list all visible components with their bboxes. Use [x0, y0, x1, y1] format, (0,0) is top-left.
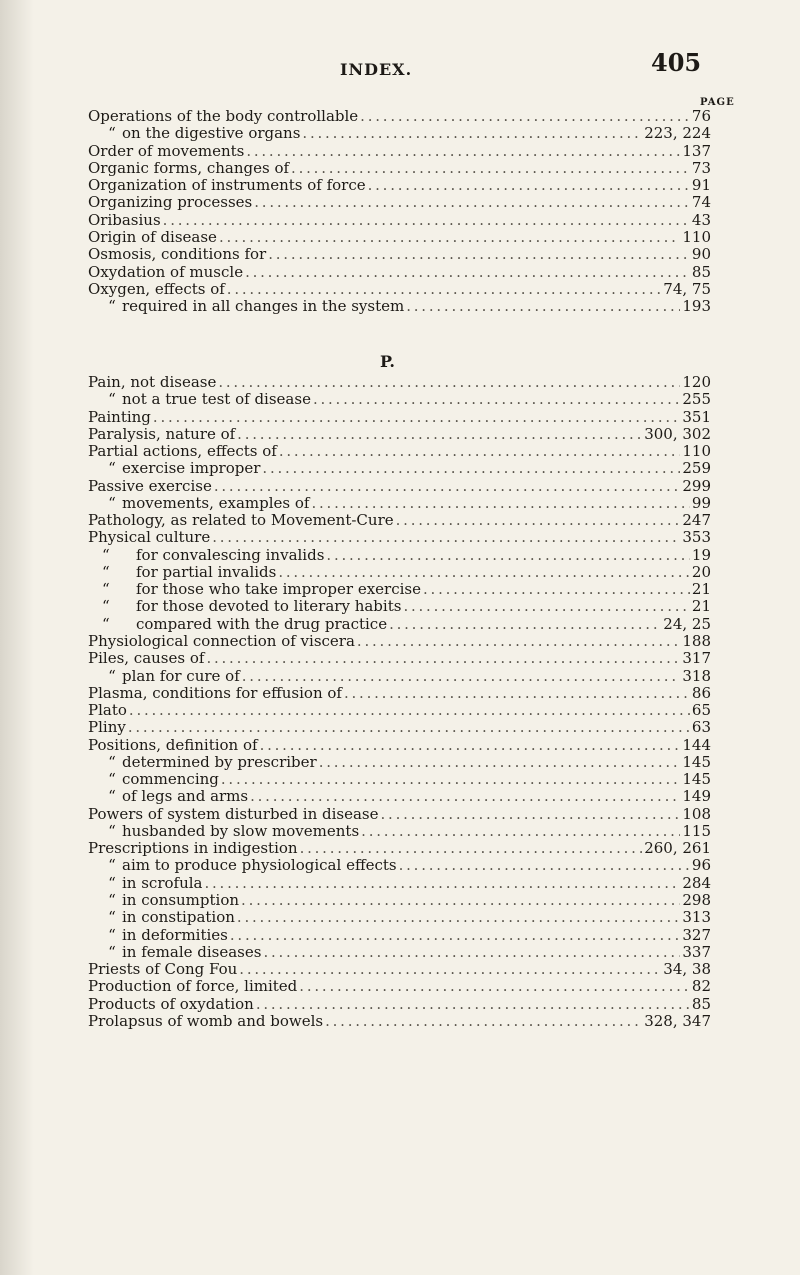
dot-leader — [128, 719, 690, 736]
index-term: movements, examples of — [122, 494, 310, 512]
dot-leader — [129, 702, 690, 719]
index-term: exercise improper — [122, 460, 261, 478]
index-term: Positions, definition of — [88, 736, 258, 754]
dot-leader — [319, 754, 681, 771]
ditto-mark: “ — [108, 822, 116, 840]
index-entry — [88, 909, 711, 926]
page-reference: 110 — [682, 229, 711, 247]
index-entry — [88, 125, 711, 142]
index-entry — [88, 616, 711, 633]
index-entry — [88, 737, 711, 754]
index-section-o — [88, 108, 711, 316]
dot-leader — [153, 409, 680, 426]
index-entry — [88, 771, 711, 788]
index-term: husbanded by slow movements — [122, 822, 360, 840]
page-reference: 96 — [691, 857, 711, 875]
dot-leader — [357, 633, 680, 650]
ditto-mark: “ — [108, 771, 116, 789]
page-reference: 351 — [682, 408, 711, 426]
index-entry — [88, 719, 711, 736]
dot-leader — [263, 944, 680, 961]
page-reference: 73 — [691, 159, 711, 177]
index-entry — [88, 264, 711, 281]
index-term: Products of oxydation — [88, 995, 254, 1013]
ditto-mark: “ — [108, 667, 116, 685]
index-term: Operations of the body controllable — [88, 108, 359, 125]
index-entry — [88, 806, 711, 823]
ditto-mark: “ — [102, 563, 110, 581]
ditto-mark: “ — [102, 546, 110, 564]
index-term: Oxydation of muscle — [88, 263, 244, 281]
index-entry — [88, 702, 711, 719]
index-entry — [88, 212, 711, 229]
ditto-mark: “ — [108, 391, 116, 409]
ditto-mark: “ — [108, 891, 116, 909]
index-entry — [88, 788, 711, 805]
index-entry — [88, 650, 711, 667]
ditto-mark: “ — [108, 943, 116, 961]
dot-leader — [241, 892, 680, 909]
index-term: Prescriptions in indigestion — [88, 840, 298, 858]
index-entry — [88, 229, 711, 246]
index-term: Passive exercise — [88, 477, 212, 495]
index-entry — [88, 581, 711, 598]
index-term: Organization of instruments of force — [88, 177, 366, 195]
ditto-mark: “ — [102, 598, 110, 616]
running-head-title: INDEX. — [340, 60, 413, 79]
index-entry — [88, 944, 711, 961]
dot-leader — [230, 927, 680, 944]
dot-leader — [237, 909, 680, 926]
dot-leader — [291, 160, 690, 177]
index-term: Powers of system disturbed in disease — [88, 805, 379, 823]
index-term: Plasma, conditions for effusion of — [88, 684, 342, 702]
index-term: for partial invalids — [136, 563, 277, 581]
ditto-mark: “ — [108, 788, 116, 806]
dot-leader — [250, 788, 680, 805]
index-term: Pathology, as related to Movement-Cure — [88, 512, 394, 530]
dot-leader — [212, 529, 680, 546]
dot-leader — [406, 298, 680, 315]
page-reference: 149 — [682, 788, 711, 806]
index-term: determined by prescriber — [122, 753, 317, 771]
page-reference: 313 — [682, 909, 711, 927]
index-term: Osmosis, conditions for — [88, 246, 267, 264]
dot-leader — [279, 443, 681, 460]
index-term: Plato — [88, 702, 127, 720]
index-entry — [88, 409, 711, 426]
dot-leader — [313, 391, 680, 408]
page-reference: 74, 75 — [663, 280, 711, 298]
index-term: Painting — [88, 408, 151, 426]
ditto-mark: “ — [102, 581, 110, 599]
dot-leader — [218, 374, 680, 391]
index-term: Piles, causes of — [88, 650, 205, 668]
ditto-mark: “ — [108, 874, 116, 892]
dot-leader — [300, 840, 643, 857]
page-reference: 317 — [682, 650, 711, 668]
index-term: required in all changes in the system — [122, 298, 405, 316]
index-term: in constipation — [122, 909, 235, 927]
index-term: Paralysis, nature of — [88, 425, 236, 443]
page-reference: 284 — [682, 874, 711, 892]
index-term: Oxygen, effects of — [88, 280, 225, 298]
index-entry — [88, 298, 711, 315]
page-reference: 110 — [682, 443, 711, 461]
index-entry — [88, 194, 711, 211]
page-reference: 353 — [682, 529, 711, 547]
index-entry — [88, 927, 711, 944]
page-reference: 318 — [682, 667, 711, 685]
index-entry — [88, 875, 711, 892]
index-term: plan for cure of — [122, 667, 240, 685]
index-entry — [88, 160, 711, 177]
index-term: in consumption — [122, 891, 240, 909]
dot-leader — [219, 229, 680, 246]
page-reference: 65 — [691, 702, 711, 720]
index-term: for those who take improper exercise — [136, 581, 421, 599]
index-term: aim to produce physiological effects — [122, 857, 397, 875]
page-reference: 63 — [691, 719, 711, 737]
dot-leader — [221, 771, 680, 788]
index-term: Physical culture — [88, 529, 211, 547]
page-reference: 298 — [682, 891, 711, 909]
page-reference: 43 — [691, 211, 711, 229]
index-term: Oribasius — [88, 211, 161, 229]
page-reference: 145 — [682, 771, 711, 789]
index-entry — [88, 754, 711, 771]
dot-leader — [325, 1013, 642, 1030]
page-reference: 137 — [682, 142, 711, 160]
dot-leader — [302, 125, 642, 142]
index-term: Organic forms, changes of — [88, 159, 290, 177]
index-term: compared with the drug practice — [136, 615, 388, 633]
dot-leader — [403, 598, 689, 615]
index-entry — [88, 978, 711, 995]
page-reference: 76 — [691, 108, 711, 125]
dot-leader — [163, 212, 690, 229]
page-reference: 120 — [682, 374, 711, 391]
dot-leader — [344, 685, 690, 702]
dot-leader — [299, 978, 690, 995]
index-entry — [88, 598, 711, 615]
index-entry — [88, 633, 711, 650]
index-entry — [88, 246, 711, 263]
page-reference: 82 — [691, 978, 711, 996]
index-entry — [88, 840, 711, 857]
ditto-mark: “ — [102, 615, 110, 633]
dot-leader — [262, 460, 680, 477]
page-reference: 247 — [682, 512, 711, 530]
index-entry — [88, 460, 711, 477]
index-entry — [88, 823, 711, 840]
dot-leader — [360, 108, 690, 125]
ditto-mark: “ — [108, 926, 116, 944]
ditto-mark: “ — [108, 909, 116, 927]
index-entry — [88, 685, 711, 702]
dot-leader — [260, 737, 681, 754]
index-entry — [88, 547, 711, 564]
dot-leader — [246, 143, 680, 160]
index-section-p — [88, 374, 711, 1030]
page-gutter-shadow — [0, 0, 34, 1275]
page-reference: 188 — [682, 632, 711, 650]
index-entry — [88, 495, 711, 512]
index-term: Production of force, limited — [88, 978, 298, 996]
index-term: in deformities — [122, 926, 228, 944]
dot-leader — [237, 426, 642, 443]
dot-leader — [227, 281, 661, 298]
ditto-mark: “ — [108, 298, 116, 316]
page-reference: 20 — [691, 563, 711, 581]
page-reference: 223, 224 — [644, 125, 711, 143]
section-heading-p: P. — [380, 352, 395, 371]
page-reference: 300, 302 — [644, 425, 711, 443]
index-entry — [88, 374, 711, 391]
index-term: of legs and arms — [122, 788, 249, 806]
index-entry — [88, 1013, 711, 1030]
index-entry — [88, 857, 711, 874]
dot-leader — [245, 264, 690, 281]
index-term: Organizing processes — [88, 194, 253, 212]
page-reference: 145 — [682, 753, 711, 771]
page-number: 405 — [651, 48, 702, 77]
index-entry — [88, 512, 711, 529]
dot-leader — [396, 512, 681, 529]
index-entry — [88, 426, 711, 443]
page-reference: 24, 25 — [663, 615, 711, 633]
dot-leader — [268, 246, 690, 263]
dot-leader — [381, 806, 681, 823]
index-term: commencing — [122, 771, 219, 789]
index-term: Pain, not disease — [88, 374, 217, 391]
index-term: Order of movements — [88, 142, 245, 160]
index-entry — [88, 391, 711, 408]
page-reference: 337 — [682, 943, 711, 961]
index-term: Physiological connection of viscera — [88, 632, 355, 650]
page-reference: 260, 261 — [644, 840, 711, 858]
page-reference: 85 — [691, 263, 711, 281]
index-term: Prolapsus of womb and bowels — [88, 1012, 324, 1030]
page-reference: 193 — [682, 298, 711, 316]
dot-leader — [326, 547, 690, 564]
ditto-mark: “ — [108, 125, 116, 143]
ditto-mark: “ — [108, 857, 116, 875]
dot-leader — [242, 668, 681, 685]
dot-leader — [389, 616, 661, 633]
index-term: not a true test of disease — [122, 391, 311, 409]
dot-leader — [254, 194, 690, 211]
index-entry — [88, 281, 711, 298]
page-reference: 19 — [691, 546, 711, 564]
page-column-label: PAGE — [700, 97, 735, 108]
index-term: in female diseases — [122, 943, 262, 961]
page-reference: 328, 347 — [644, 1012, 711, 1030]
dot-leader — [214, 478, 681, 495]
dot-leader — [256, 996, 690, 1013]
index-term: for convalescing invalids — [136, 546, 325, 564]
index-term: Pliny — [88, 719, 126, 737]
page-reference: 86 — [691, 684, 711, 702]
index-entry — [88, 668, 711, 685]
index-term: Priests of Cong Fou — [88, 961, 238, 979]
dot-leader — [278, 564, 690, 581]
index-entry — [88, 892, 711, 909]
dot-leader — [239, 961, 661, 978]
index-term: in scrofula — [122, 874, 203, 892]
dot-leader — [206, 650, 680, 667]
dot-leader — [204, 875, 680, 892]
page-reference: 21 — [691, 598, 711, 616]
page-reference: 21 — [691, 581, 711, 599]
index-entry — [88, 443, 711, 460]
index-term: Partial actions, effects of — [88, 443, 277, 461]
page-reference: 108 — [682, 805, 711, 823]
index-entry — [88, 108, 711, 125]
index-term: for those devoted to literary habits — [136, 598, 402, 616]
page-reference: 255 — [682, 391, 711, 409]
dot-leader — [423, 581, 690, 598]
page-reference: 34, 38 — [663, 961, 711, 979]
ditto-mark: “ — [108, 494, 116, 512]
index-entry — [88, 529, 711, 546]
dot-leader — [399, 857, 690, 874]
dot-leader — [311, 495, 689, 512]
index-term: on the digestive organs — [122, 125, 301, 143]
index-entry — [88, 177, 711, 194]
index-entry — [88, 564, 711, 581]
page-reference: 99 — [691, 494, 711, 512]
page-reference: 327 — [682, 926, 711, 944]
index-entry — [88, 143, 711, 160]
page-reference: 85 — [691, 995, 711, 1013]
ditto-mark: “ — [108, 753, 116, 771]
index-term: Origin of disease — [88, 229, 217, 247]
index-entry — [88, 996, 711, 1013]
index-entry — [88, 961, 711, 978]
page-reference: 74 — [691, 194, 711, 212]
ditto-mark: “ — [108, 460, 116, 478]
dot-leader — [361, 823, 680, 840]
page-reference: 115 — [682, 822, 711, 840]
page-reference: 259 — [682, 460, 711, 478]
page-reference: 90 — [691, 246, 711, 264]
page-reference: 144 — [682, 736, 711, 754]
page-reference: 91 — [691, 177, 711, 195]
index-entry — [88, 478, 711, 495]
page-reference: 299 — [682, 477, 711, 495]
dot-leader — [368, 177, 690, 194]
